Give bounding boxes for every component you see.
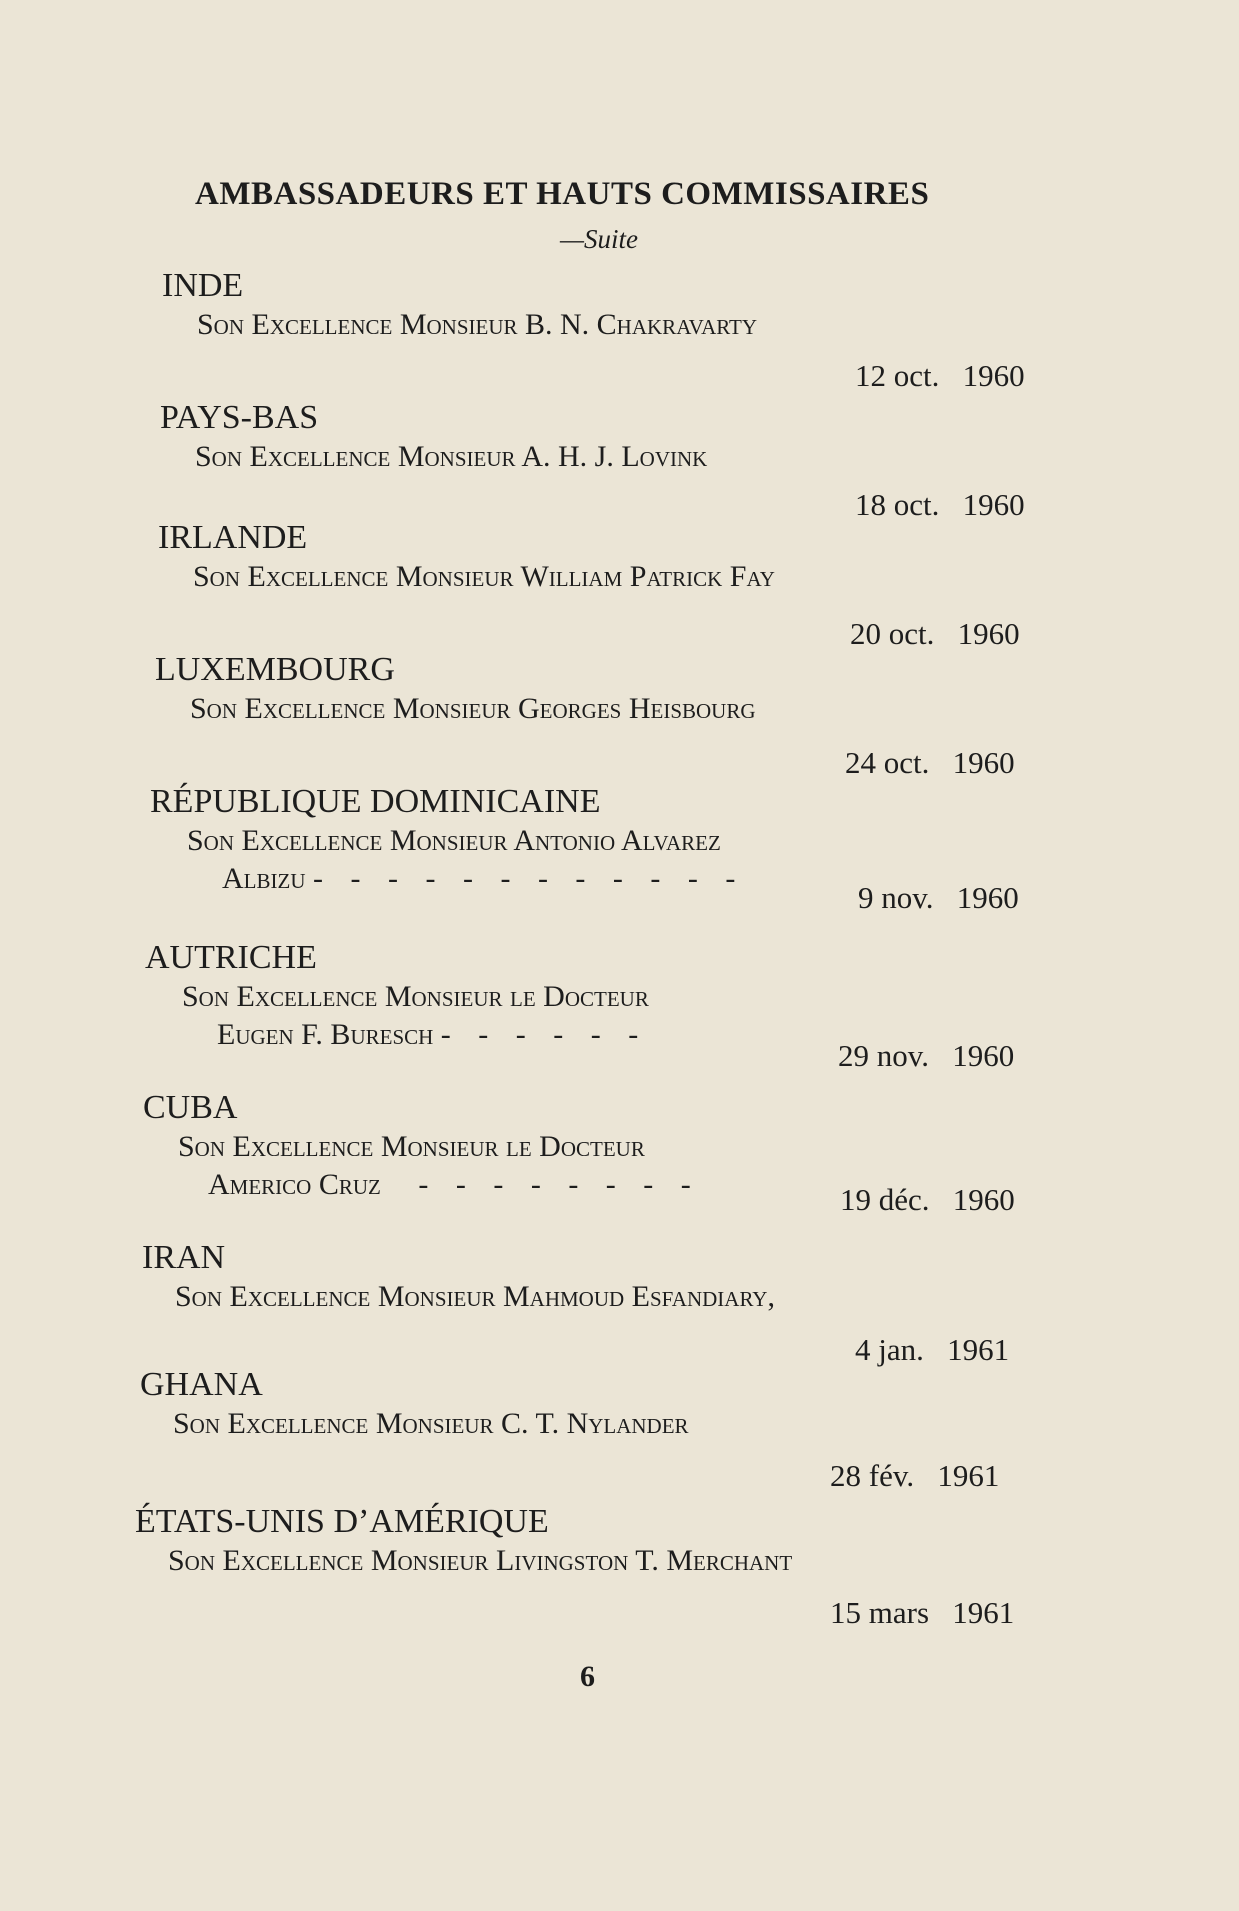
country-name: RÉPUBLIQUE DOMINICAINE <box>150 783 601 820</box>
country-name: INDE <box>162 267 244 304</box>
envoy-name: Son Excellence Monsieur le Docteur <box>178 1130 645 1163</box>
entry-ghana <box>140 1365 689 1443</box>
envoy-name: Son Excellence Monsieur C. T. Nylander <box>173 1407 689 1440</box>
envoy-name-continued: Americo Cruz - - - - - - - - <box>208 1168 701 1201</box>
country-name: AUTRICHE <box>145 939 317 976</box>
envoy-name: Son Excellence Monsieur A. H. J. Lovink <box>195 440 708 473</box>
accreditation-date: 18 oct. 1960 <box>855 487 1025 522</box>
accreditation-date: 24 oct. 1960 <box>845 745 1015 780</box>
accreditation-date: 19 déc. 1960 <box>840 1182 1015 1217</box>
entry-luxembourg <box>155 650 756 728</box>
entry-autriche <box>145 938 649 1054</box>
envoy-name: Son Excellence Monsieur B. N. Chakravarty <box>197 308 758 341</box>
country-name: IRAN <box>142 1239 226 1276</box>
country-name: PAYS-BAS <box>160 399 319 436</box>
accreditation-date: 28 fév. 1961 <box>830 1458 1000 1493</box>
page-number: 6 <box>580 1660 595 1693</box>
accreditation-date: 4 jan. 1961 <box>855 1332 1010 1367</box>
country-name: GHANA <box>140 1366 263 1403</box>
page-title: AMBASSADEURS ET HAUTS COMMISSAIRES <box>195 176 930 212</box>
envoy-name: Son Excellence Monsieur Antonio Alvarez <box>187 824 721 857</box>
accreditation-date: 15 mars 1961 <box>830 1595 1015 1630</box>
entry-iran <box>142 1238 775 1316</box>
accreditation-date: 20 oct. 1960 <box>850 616 1020 651</box>
envoy-name: Son Excellence Monsieur William Patrick Fay <box>193 560 775 593</box>
envoy-name-continued: Eugen F. Buresch - - - - - - <box>217 1018 649 1051</box>
envoy-name: Son Excellence Monsieur le Docteur <box>182 980 649 1013</box>
page-subtitle: —Suite <box>560 224 638 254</box>
accreditation-date: 12 oct. 1960 <box>855 358 1025 393</box>
accreditation-date: 29 nov. 1960 <box>838 1038 1015 1073</box>
envoy-name: Son Excellence Monsieur Mahmoud Esfandiary, <box>175 1280 775 1313</box>
country-name: IRLANDE <box>158 519 308 556</box>
entry-cuba <box>143 1088 701 1204</box>
envoy-name: Son Excellence Monsieur Livingston T. Merchant <box>168 1544 793 1577</box>
envoy-name: Son Excellence Monsieur Georges Heisbourg <box>190 692 756 725</box>
country-name: CUBA <box>143 1089 238 1126</box>
entry-inde <box>162 266 757 344</box>
envoy-name-continued: Albizu - - - - - - - - - - - - <box>222 862 746 895</box>
country-name: LUXEMBOURG <box>155 651 395 688</box>
entry-etats-unis <box>135 1502 792 1580</box>
entry-republique-dominicaine <box>150 782 745 898</box>
entry-irlande <box>158 518 775 596</box>
country-name: ÉTATS-UNIS D’AMÉRIQUE <box>135 1503 549 1540</box>
entry-pays-bas <box>160 398 707 476</box>
accreditation-date: 9 nov. 1960 <box>858 880 1019 915</box>
